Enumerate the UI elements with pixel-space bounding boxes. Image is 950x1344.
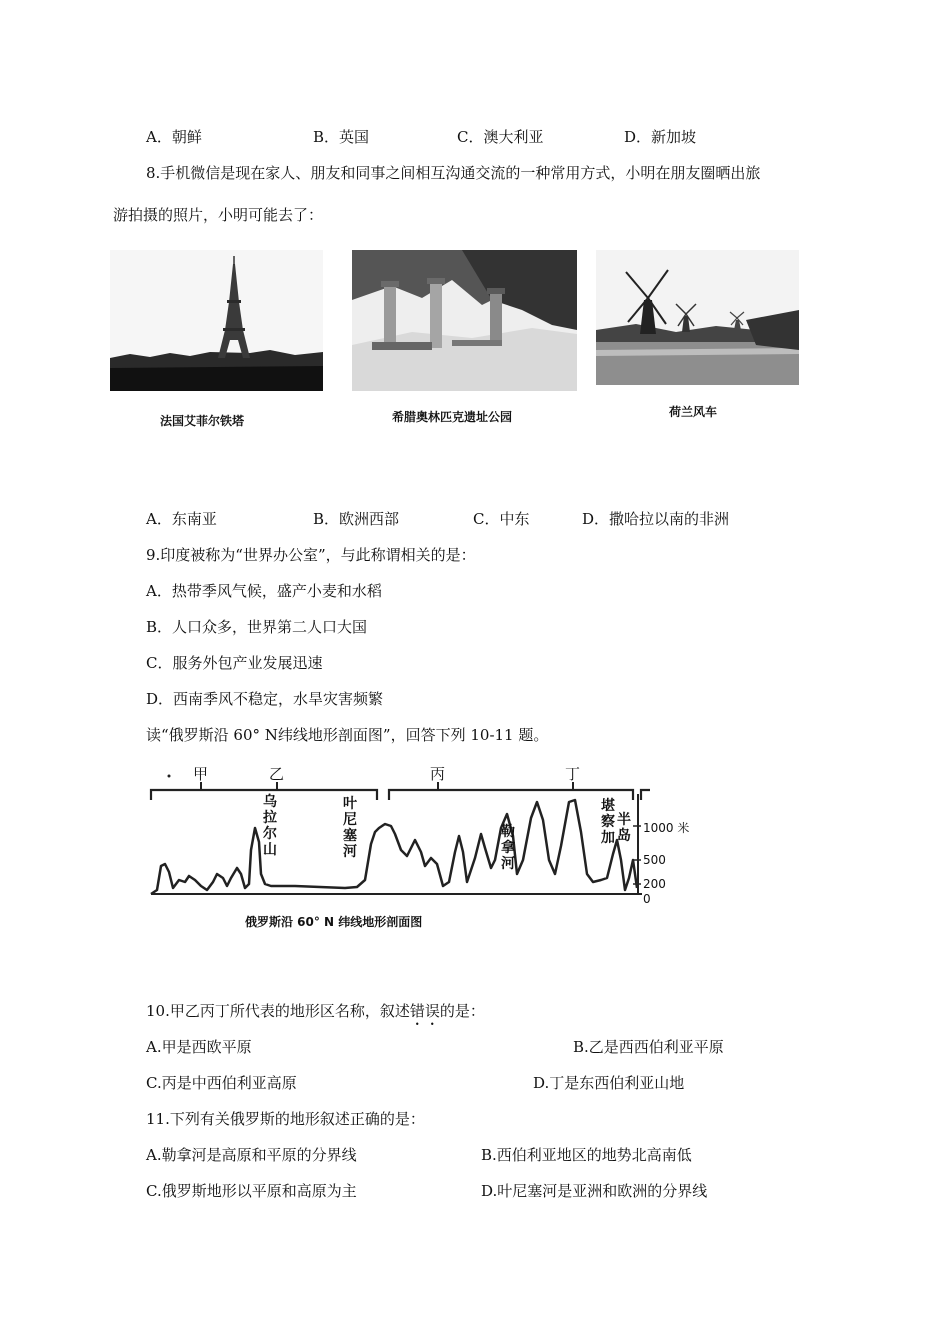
label-ural-mountains: [263, 793, 277, 858]
label-yenisei-river: [343, 796, 358, 860]
region-ding: 丁: [565, 765, 581, 783]
q10-option-c: C.丙是中西伯利亚高原: [146, 1074, 297, 1092]
q7-option-c: C．澳大利亚: [457, 128, 544, 146]
label-kamchatka-peninsula: [601, 797, 631, 846]
svg-text:河: 河: [343, 844, 357, 860]
q11-option-d: D.叶尼塞河是亚洲和欧洲的分界线: [481, 1182, 708, 1200]
region-bing: 丙: [430, 765, 446, 783]
svg-text:察: 察: [601, 814, 615, 830]
svg-text:勒: 勒: [501, 824, 515, 840]
svg-text:河: 河: [501, 856, 515, 872]
dutch-windmills-photo: [596, 250, 799, 385]
q10-option-a: A.甲是西欧平原: [146, 1038, 252, 1056]
terrain-profile-line: [151, 800, 637, 894]
svg-text:尼: 尼: [343, 812, 357, 828]
svg-text:叶: 叶: [343, 796, 357, 812]
q11-option-b: B.西伯利亚地区的地势北高南低: [481, 1146, 692, 1164]
svg-text:堪: 堪: [601, 798, 615, 814]
svg-text:加: 加: [601, 830, 615, 846]
svg-text:拿: 拿: [501, 840, 515, 856]
q8-option-a: A．东南亚: [146, 510, 217, 528]
q10-emphasis: 错误: [409, 1002, 440, 1020]
olympia-ruins-caption: 希腊奥林匹克遗址公园: [392, 410, 513, 424]
q8-stem-line1: 8.手机微信是现在家人、朋友和同事之间相互沟通交流的一种常用方式，小明在朋友圈晒出旅: [146, 164, 761, 182]
profile-caption: 俄罗斯沿 60° N 纬线地形剖面图: [245, 915, 423, 929]
q8-option-d: D．撒哈拉以南的非洲: [582, 510, 730, 528]
dutch-windmills-caption: 荷兰风车: [669, 405, 718, 419]
label-lena-river: [501, 823, 515, 872]
q10-option-d: D.丁是东西伯利亚山地: [533, 1074, 685, 1092]
q9-stem: 9.印度被称为“世界办公室”，与此称谓相关的是：: [146, 546, 476, 564]
svg-text:乌: 乌: [263, 794, 277, 810]
svg-text:半: 半: [617, 812, 631, 828]
svg-text:尔: 尔: [263, 826, 277, 842]
q11-stem: 11.下列有关俄罗斯的地形叙述正确的是：: [146, 1110, 425, 1128]
q9-option-d: D．西南季风不稳定，水旱灾害频繁: [146, 690, 384, 708]
q8-option-c: C．中东: [473, 510, 530, 528]
olympia-ruins-icon: [352, 250, 577, 391]
q11-option-c: C.俄罗斯地形以平原和高原为主: [146, 1182, 357, 1200]
scale-500: 500: [643, 853, 666, 867]
terrain-profile-diagram: [145, 762, 705, 907]
svg-text:山: 山: [263, 842, 277, 858]
eiffel-tower-icon: [110, 250, 323, 391]
q8-option-b: B．欧洲西部: [313, 510, 400, 528]
svg-text:岛: 岛: [617, 828, 631, 844]
q7-option-b: B．英国: [313, 128, 370, 146]
reading-intro: 读“俄罗斯沿 60° N纬线地形剖面图”，回答下列 10-11 题。: [146, 726, 549, 744]
q9-option-a: A．热带季风气候，盛产小麦和水稻: [146, 582, 382, 600]
q7-option-d: D．新加坡: [624, 128, 697, 146]
q9-option-c: C．服务外包产业发展迅速: [146, 654, 323, 672]
scale-1000: 1000 米: [643, 821, 690, 835]
svg-text:塞: 塞: [343, 828, 357, 844]
scale-0: 0: [643, 892, 651, 906]
olympia-ruins-photo: [352, 250, 577, 391]
scale-200: 200: [643, 877, 666, 891]
eiffel-tower-caption: 法国艾菲尔铁塔: [160, 414, 245, 428]
q11-option-a: A.勒拿河是高原和平原的分界线: [146, 1146, 357, 1164]
q10-stem: 10.甲乙丙丁所代表的地形区名称，叙述错误的是：: [146, 1002, 485, 1020]
eiffel-tower-photo: [110, 250, 323, 391]
profile-bracket-right: [389, 790, 633, 800]
region-yi: 乙: [269, 765, 285, 783]
q8-stem-line2: 游拍摄的照片，小明可能去了：: [113, 206, 324, 224]
q10-option-b: B.乙是西西伯利亚平原: [573, 1038, 724, 1056]
region-jia: 甲: [193, 765, 209, 783]
dutch-windmills-icon: [596, 250, 799, 385]
q9-option-b: B．人口众多，世界第二人口大国: [146, 618, 368, 636]
q7-option-a: A．朝鲜: [146, 128, 202, 146]
svg-text:拉: 拉: [263, 810, 277, 826]
